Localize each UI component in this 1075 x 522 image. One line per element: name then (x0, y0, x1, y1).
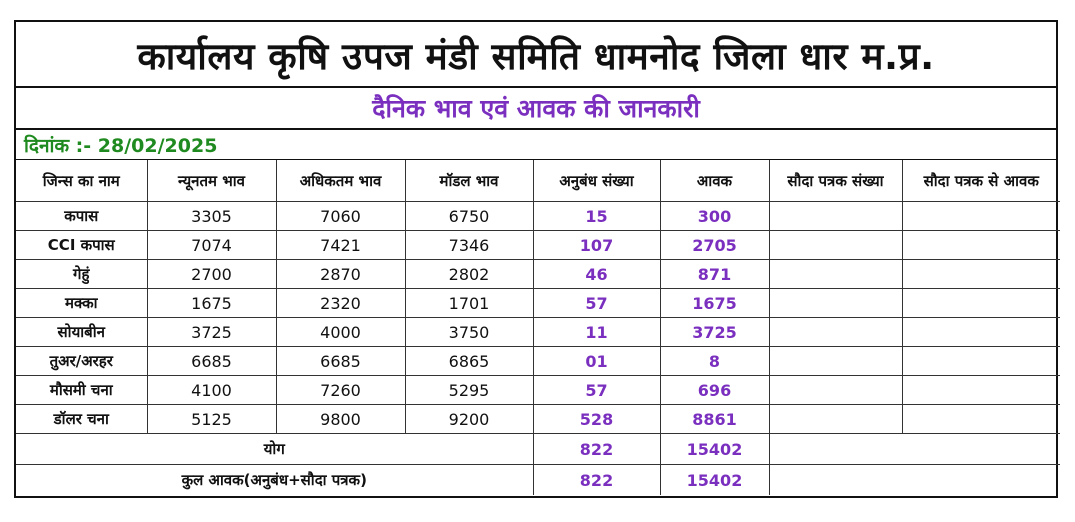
max-price-cell: 7421 (276, 231, 405, 260)
deal-slip-count-cell (769, 405, 902, 434)
column-header: मॉडल भाव (405, 160, 533, 202)
min-price-cell: 7074 (147, 231, 276, 260)
grand-total-row (16, 465, 1060, 496)
report-sheet (14, 20, 1058, 498)
min-price-cell: 1675 (147, 289, 276, 318)
model-price-cell: 2802 (405, 260, 533, 289)
arrival-cell: 696 (660, 376, 769, 405)
model-price-cell: 3750 (405, 318, 533, 347)
deal-slip-count-cell (769, 260, 902, 289)
deal-slip-arrival-cell (902, 376, 1060, 405)
model-price-cell: 1701 (405, 289, 533, 318)
min-price-cell: 5125 (147, 405, 276, 434)
column-header: जिन्स का नाम (16, 160, 147, 202)
deal-slip-arrival-cell (902, 289, 1060, 318)
deal-slip-arrival-cell (902, 318, 1060, 347)
min-price-cell: 3725 (147, 318, 276, 347)
table-row (16, 318, 1060, 347)
contract-count-cell: 46 (533, 260, 660, 289)
price-table (16, 160, 1060, 495)
table-row (16, 260, 1060, 289)
arrival-cell: 300 (660, 202, 769, 231)
contract-count-cell: 15 (533, 202, 660, 231)
column-header: सौदा पत्रक संख्या (769, 160, 902, 202)
column-header: सौदा पत्रक से आवक (902, 160, 1060, 202)
column-header: अधिकतम भाव (276, 160, 405, 202)
deal-slip-arrival-cell (902, 260, 1060, 289)
page-subtitle: दैनिक भाव एवं आवक की जानकारी (16, 88, 1056, 130)
commodity-name: सोयाबीन (16, 318, 147, 347)
deal-slip-count-cell (769, 231, 902, 260)
total-row-label: योग (16, 434, 533, 465)
max-price-cell: 9800 (276, 405, 405, 434)
deal-slip-arrival-cell (902, 405, 1060, 434)
contract-count-cell: 57 (533, 376, 660, 405)
contract-count-cell: 107 (533, 231, 660, 260)
total-row-blank (769, 434, 1060, 465)
max-price-cell: 2320 (276, 289, 405, 318)
max-price-cell: 2870 (276, 260, 405, 289)
deal-slip-count-cell (769, 347, 902, 376)
commodity-name: मक्का (16, 289, 147, 318)
total-row-contracts: 822 (533, 434, 660, 465)
max-price-cell: 7260 (276, 376, 405, 405)
report-date: दिनांक :- 28/02/2025 (16, 130, 1056, 160)
arrival-cell: 3725 (660, 318, 769, 347)
commodity-name: तुअर/अरहर (16, 347, 147, 376)
contract-count-cell: 01 (533, 347, 660, 376)
table-row (16, 231, 1060, 260)
contract-count-cell: 57 (533, 289, 660, 318)
grand-total-row-label: कुल आवक(अनुबंध+सौदा पत्रक) (16, 465, 533, 496)
commodity-name: CCI कपास (16, 231, 147, 260)
grand-total-row-blank (769, 465, 1060, 496)
model-price-cell: 9200 (405, 405, 533, 434)
table-row (16, 289, 1060, 318)
column-header: अनुबंध संख्या (533, 160, 660, 202)
model-price-cell: 6865 (405, 347, 533, 376)
min-price-cell: 3305 (147, 202, 276, 231)
model-price-cell: 6750 (405, 202, 533, 231)
deal-slip-arrival-cell (902, 202, 1060, 231)
column-header: आवक (660, 160, 769, 202)
min-price-cell: 2700 (147, 260, 276, 289)
contract-count-cell: 11 (533, 318, 660, 347)
table-header-row (16, 160, 1060, 202)
arrival-cell: 871 (660, 260, 769, 289)
table-row (16, 347, 1060, 376)
table-row (16, 376, 1060, 405)
model-price-cell: 5295 (405, 376, 533, 405)
arrival-cell: 2705 (660, 231, 769, 260)
grand-total-row-contracts: 822 (533, 465, 660, 496)
arrival-cell: 8861 (660, 405, 769, 434)
deal-slip-arrival-cell (902, 347, 1060, 376)
deal-slip-arrival-cell (902, 231, 1060, 260)
total-row (16, 434, 1060, 465)
min-price-cell: 6685 (147, 347, 276, 376)
arrival-cell: 8 (660, 347, 769, 376)
column-header: न्यूनतम भाव (147, 160, 276, 202)
deal-slip-count-cell (769, 289, 902, 318)
max-price-cell: 4000 (276, 318, 405, 347)
max-price-cell: 7060 (276, 202, 405, 231)
commodity-name: गेहुं (16, 260, 147, 289)
deal-slip-count-cell (769, 202, 902, 231)
model-price-cell: 7346 (405, 231, 533, 260)
commodity-name: मौसमी चना (16, 376, 147, 405)
table-row (16, 405, 1060, 434)
max-price-cell: 6685 (276, 347, 405, 376)
deal-slip-count-cell (769, 318, 902, 347)
deal-slip-count-cell (769, 376, 902, 405)
arrival-cell: 1675 (660, 289, 769, 318)
grand-total-row-arrival: 15402 (660, 465, 769, 496)
page-title: कार्यालय कृषि उपज मंडी समिति धामनोद जिला धार म.प्र. (16, 22, 1056, 88)
commodity-name: डॉलर चना (16, 405, 147, 434)
min-price-cell: 4100 (147, 376, 276, 405)
table-row (16, 202, 1060, 231)
contract-count-cell: 528 (533, 405, 660, 434)
commodity-name: कपास (16, 202, 147, 231)
total-row-arrival: 15402 (660, 434, 769, 465)
